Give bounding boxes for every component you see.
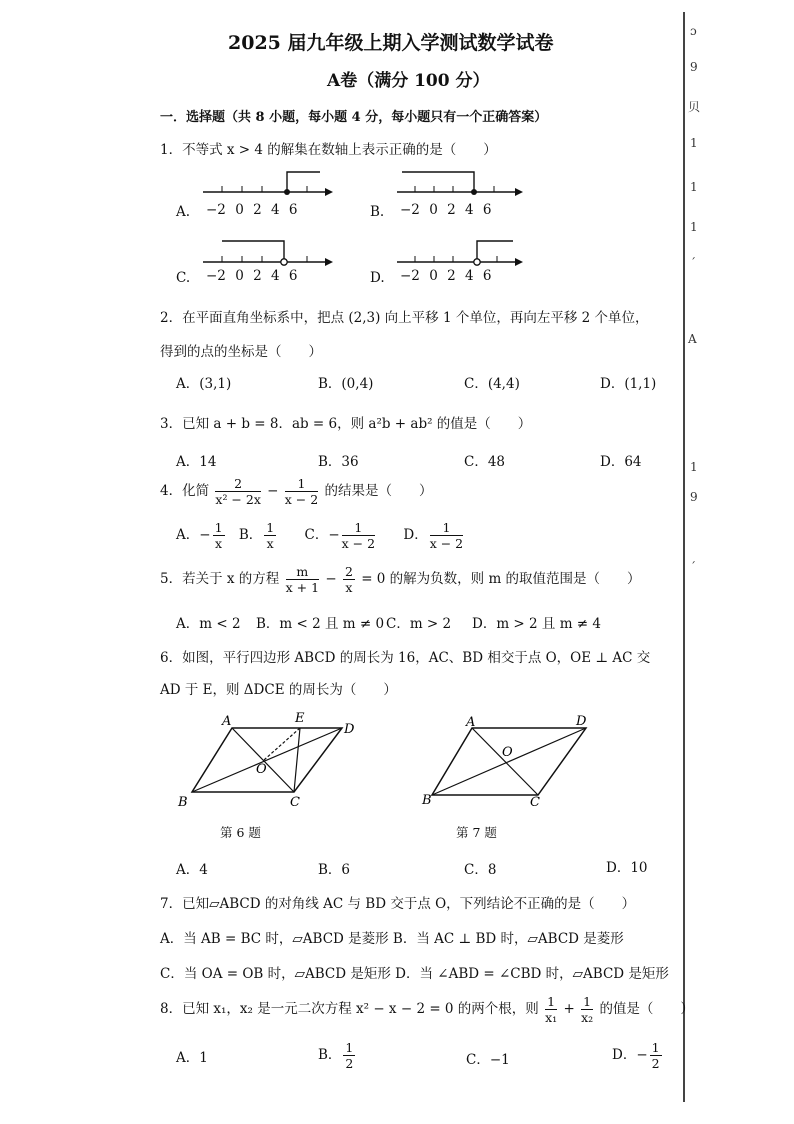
edge-mark: ˊ [690,560,696,574]
q6-stem-line2: AD 于 E，则 ΔDCE 的周长为（ ） [160,682,397,698]
q1-option-a-numberline [203,172,333,196]
edge-mark: ɔ [690,24,697,38]
fig7-caption: 第 7 题 [456,825,497,840]
q1-option-b-numberline [397,172,523,196]
q6-label-a: A [222,714,232,729]
q2-stem-line1: 2．在平面直角坐标系中，把点 (2,3) 向上平移 1 个单位，再向左平移 2 个单位， [160,310,649,326]
q5-option-c: C．m > 2 [386,616,452,632]
q5-option-b: B．m < 2 且 m ≠ 0 [256,616,385,632]
q6-label-o: O [256,762,267,777]
q1-option-c-numberline [203,241,333,266]
q2-option-d: D．(1,1) [600,376,657,392]
q3-stem: 3．已知 a + b = 8．ab = 6，则 a²b + ab² 的值是（ ） [160,416,532,432]
q6-figure [170,705,370,815]
q8-fraction-2: $\frac{1}{\text{x₂}}$ [581,994,594,1025]
q8-option-a: A．1 [176,1050,208,1066]
q4-prefix: 4．化简 [160,483,210,499]
edge-mark: 1 [690,460,698,474]
q7-label-a: A [466,715,476,730]
q3-option-b: B．36 [318,454,359,470]
edge-mark: 1 [690,180,698,194]
q1-option-b-label: B. [370,204,385,220]
q8-option-c: C．−1 [466,1052,510,1068]
q7-label-o: O [502,745,513,760]
edge-mark: 9 [690,60,698,74]
q6-option-a: A．4 [176,862,208,878]
section-heading: 一．选择题（共 8 小题，每小题 4 分，每小题只有一个正确答案） [160,110,548,125]
q2-option-a: A．(3,1) [176,376,232,392]
q5-option-d: D．m > 2 且 m ≠ 4 [472,616,601,632]
q3-option-c: C．48 [464,454,506,470]
q4-suffix: 的结果是（ ） [324,483,433,499]
q1-option-b-ticks: −2 0 2 4 6 [400,202,492,218]
q6-stem-line1: 6．如图，平行四边形 ABCD 的周长为 16，AC、BD 相交于点 O，OE ⊥ AC 交 [160,650,651,666]
q4-options: A．− $\frac{1}{x}$ B． $\frac{1}{x}$ C．− $\frac{1}{x - 2}$ D． $\frac{1}{x - 2}$ [176,520,464,551]
edge-mark: ˊ [690,256,696,270]
q6-option-b: B．6 [318,862,351,878]
q1-option-a-label: A. [176,204,191,220]
q5-stem: 5．若关于 x 的方程 $\frac{m}{x + 1}$ − $\frac{2}{x}$ = 0 的解为负数，则 m 的取值范围是（ ） [160,564,641,595]
q7-label-b: B [422,793,432,808]
page-subtitle: A卷（满分 100 分） [327,71,490,91]
q2-option-b: B．(0,4) [318,376,374,392]
q2-option-c: C．(4,4) [464,376,520,392]
q1-number-lines [0,0,794,300]
edge-mark: 1 [690,136,698,150]
q7-options-row2: C．当 OA = OB 时，▱ABCD 是矩形 D．当 ∠ABD = ∠CBD 时，▱ABCD 是矩形 [160,966,669,982]
q1-stem: 1．不等式 x > 4 的解集在数轴上表示正确的是（ ） [160,142,497,158]
q6-label-c: C [290,795,300,810]
fig6-caption: 第 6 题 [220,825,261,840]
edge-mark: 1 [690,220,698,234]
q1-option-d-numberline [397,241,523,266]
q4-fraction-1: $\frac{2}{\text{x² − 2x}}$ [215,476,261,507]
q4-fraction-2: $\frac{1}{x - 2}$ [284,476,319,507]
edge-mark: 9 [690,490,698,504]
page-title: 2025 届九年级上期入学测试数学试卷 [228,32,554,54]
q3-option-d: D．64 [600,454,642,470]
q1-option-a-ticks: −2 0 2 4 6 [206,202,298,218]
q6-option-d: D．10 [606,860,648,876]
q5-fraction-1: $\frac{m}{x + 1}$ [285,564,320,595]
q6-label-b: B [178,795,188,810]
q7-figure [418,710,618,820]
q8-fraction-1: $\frac{1}{\text{x₁}}$ [545,994,558,1025]
q3-option-a: A．14 [176,454,217,470]
q5-option-a: A．m < 2 [176,616,241,632]
q7-stem: 7．已知▱ABCD 的对角线 AC 与 BD 交于点 O，下列结论不正确的是（ ） [160,896,636,912]
edge-mark: A [688,332,697,346]
q6-label-d: D [344,722,355,737]
q1-option-d-ticks: −2 0 2 4 6 [400,268,492,284]
q8-stem: 8．已知 x₁，x₂ 是一元二次方程 x² − x − 2 = 0 的两个根，则 $\frac{1}{\text{x₁}}$ + $\frac{1}{\text{x₂}}$ 的值是（ ） [160,994,694,1025]
q7-label-c: C [530,795,540,810]
q5-fraction-2: $\frac{2}{x}$ [344,564,353,595]
q1-option-c-label: C. [176,270,191,286]
q1-option-c-ticks: −2 0 2 4 6 [206,268,298,284]
q6-label-e: E [295,711,305,726]
q1-option-d-label: D. [370,270,385,286]
q8-option-b: B． $\frac{1}{2}$ [318,1040,354,1071]
q8-option-d: D．− $\frac{1}{2}$ [612,1040,660,1071]
q7-label-d: D [576,714,587,729]
q6-option-c: C．8 [464,862,497,878]
q7-options-row1: A．当 AB = BC 时，▱ABCD 是菱形 B．当 AC ⊥ BD 时，▱ABCD 是菱形 [160,931,624,947]
q4-stem: 4．化简 $\frac{2}{\text{x² − 2x}}$ − $\frac{1}{x - 2}$ 的结果是（ ） [160,476,433,507]
q2-stem-line2: 得到的点的坐标是（ ） [160,344,322,360]
edge-mark: 贝 [688,100,701,114]
